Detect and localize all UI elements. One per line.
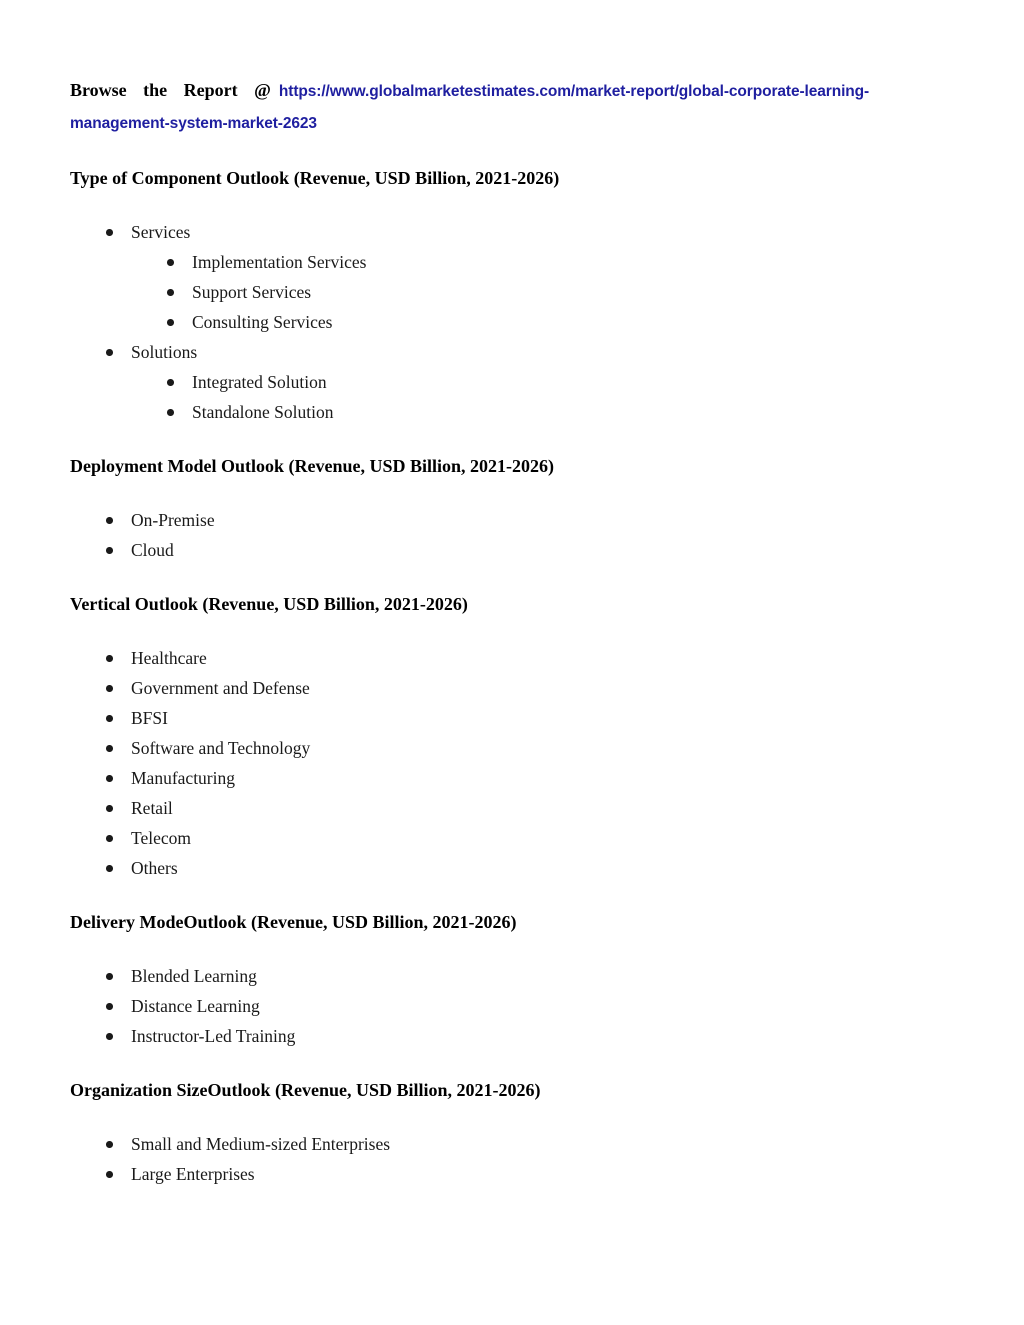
outline-list-delivery-mode (70, 961, 938, 1051)
list-item (70, 397, 938, 427)
list-item (70, 673, 938, 703)
section-delivery-mode (70, 907, 938, 1051)
section-deployment-model (70, 451, 938, 565)
list-item (70, 733, 938, 763)
list-item (70, 991, 938, 1021)
list-item-label: Implementation Services (192, 252, 367, 272)
list-item-label: Consulting Services (192, 312, 333, 332)
list-item (70, 535, 938, 565)
outline-list-organization-size (70, 1129, 938, 1189)
list-item-label: Cloud (131, 540, 174, 560)
list-item (70, 853, 938, 883)
list-item (70, 1159, 938, 1189)
list-item-label: Blended Learning (131, 966, 257, 986)
browse-report-label: Browse the Report @ (70, 80, 271, 100)
bullet-icon (106, 1033, 113, 1040)
bullet-icon (106, 517, 113, 524)
section-heading-deployment-model: Deployment Model Outlook (Revenue, USD Billion, 2021-2026) (70, 456, 554, 476)
list-item (70, 823, 938, 853)
browse-report-paragraph (70, 75, 938, 139)
report-url-line1: https://www.globalmarketestimates.com/market-report/global-corporate-learning- (278, 83, 870, 100)
bullet-icon (106, 805, 113, 812)
bullet-icon (106, 229, 113, 236)
bullet-icon (167, 289, 174, 296)
bullet-icon (106, 1171, 113, 1178)
bullet-icon (167, 379, 174, 386)
list-item-label: Manufacturing (131, 768, 235, 788)
section-heading-vertical: Vertical Outlook (Revenue, USD Billion, 2021-2026) (70, 594, 468, 614)
list-item-label: Government and Defense (131, 678, 310, 698)
list-item (70, 793, 938, 823)
section-vertical (70, 589, 938, 883)
list-item-label: Distance Learning (131, 996, 260, 1016)
list-item (70, 277, 938, 307)
list-item-label: Others (131, 858, 178, 878)
list-item-label: Large Enterprises (131, 1164, 255, 1184)
bullet-icon (106, 745, 113, 752)
bullet-icon (106, 835, 113, 842)
list-item-label: Solutions (131, 342, 198, 362)
list-item-label: BFSI (131, 708, 168, 728)
list-item (70, 961, 938, 991)
bullet-icon (106, 685, 113, 692)
list-item-label: Retail (131, 798, 173, 818)
outline-list-type-of-component (70, 217, 938, 427)
list-item (70, 1021, 938, 1051)
list-item-label: On-Premise (131, 510, 215, 530)
section-heading-delivery-mode: Delivery ModeOutlook (Revenue, USD Billion, 2021-2026) (70, 912, 517, 932)
list-item-label: Software and Technology (131, 738, 311, 758)
bullet-icon (167, 319, 174, 326)
list-item-label: Instructor-Led Training (131, 1026, 296, 1046)
list-item (70, 703, 938, 733)
bullet-icon (106, 775, 113, 782)
list-item (70, 1129, 938, 1159)
list-item (70, 367, 938, 397)
list-item (70, 337, 938, 367)
bullet-icon (106, 547, 113, 554)
list-item (70, 763, 938, 793)
list-item (70, 643, 938, 673)
list-item-label: Small and Medium-sized Enterprises (131, 1134, 391, 1154)
list-item-label: Services (131, 222, 191, 242)
list-item-label: Healthcare (131, 648, 207, 668)
list-item (70, 505, 938, 535)
bullet-icon (106, 1141, 113, 1148)
bullet-icon (106, 973, 113, 980)
bullet-icon (106, 1003, 113, 1010)
list-item-label: Support Services (192, 282, 312, 302)
outline-list-vertical (70, 643, 938, 883)
bullet-icon (167, 409, 174, 416)
bullet-icon (106, 715, 113, 722)
report-url-line2: management-system-market-2623 (70, 115, 317, 132)
outline-list-deployment-model (70, 505, 938, 565)
list-item-label: Telecom (131, 828, 191, 848)
list-item (70, 247, 938, 277)
bullet-icon (106, 655, 113, 662)
list-item-label: Standalone Solution (192, 402, 334, 422)
bullet-icon (106, 865, 113, 872)
list-item (70, 307, 938, 337)
section-heading-type-of-component: Type of Component Outlook (Revenue, USD Billion, 2021-2026) (70, 168, 560, 188)
bullet-icon (167, 259, 174, 266)
list-item-label: Integrated Solution (192, 372, 327, 392)
list-item (70, 217, 938, 247)
section-organization-size (70, 1075, 938, 1189)
section-type-of-component (70, 163, 938, 427)
bullet-icon (106, 349, 113, 356)
section-heading-organization-size: Organization SizeOutlook (Revenue, USD Billion, 2021-2026) (70, 1080, 541, 1100)
